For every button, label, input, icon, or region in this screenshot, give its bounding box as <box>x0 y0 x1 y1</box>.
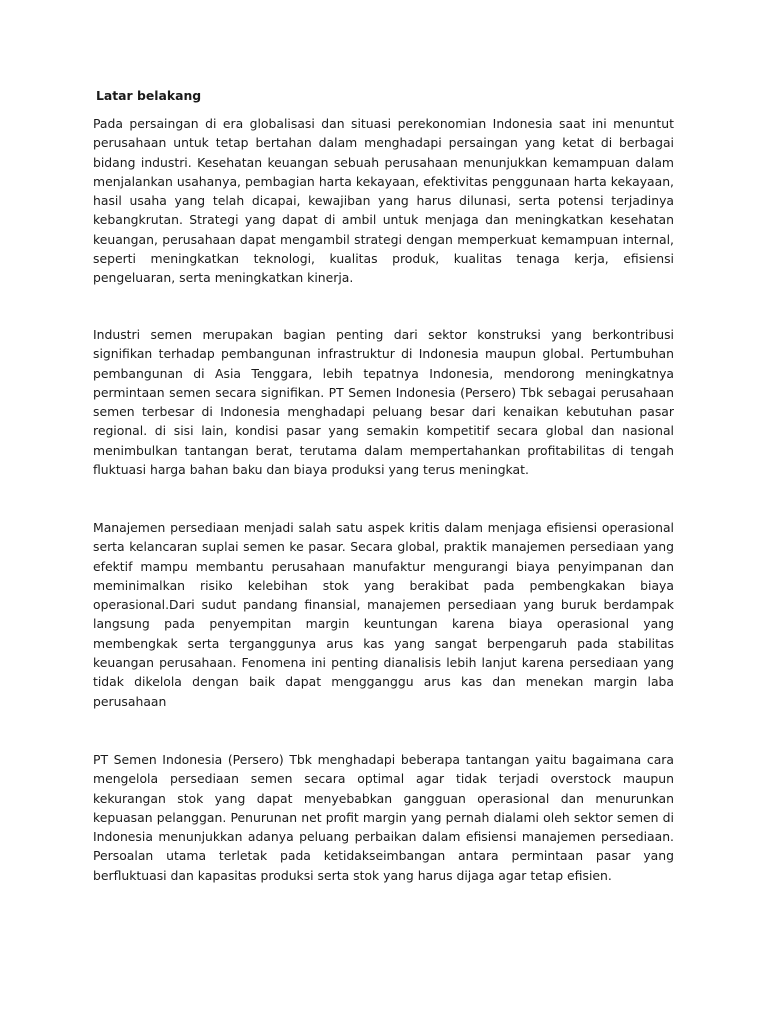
paragraph-3: Manajemen persediaan menjadi salah satu aspek kritis dalam menjaga efisiensi operasional serta kelancaran suplai semen ke pasar. Secara global, praktik manajemen persediaan yang efektif mampu membantu perusahaan manufaktur mengurangi biaya penyimpanan dan meminimalkan risiko kelebihan stok yang berakibat pada pembengkakan biaya operasional.Dari sudut pandang finansial, manajemen persediaan yang buruk berdampak langsung pada penyempitan margin keuntungan karena biaya operasional yang membengkak serta terganggunya arus kas yang sangat berpengaruh pada stabilitas keuangan perusahaan. Fenomena ini penting dianalisis lebih lanjut karena persediaan yang tidak dikelola dengan baik dapat mengganggu arus kas dan menekan margin laba perusahaan <box>93 520 674 709</box>
paragraph-1: Pada persaingan di era globalisasi dan situasi perekonomian Indonesia saat ini menuntut perusahaan untuk tetap bertahan dalam menghadapi persaingan yang ketat di berbagai bidang industri. Kesehatan keuangan sebuah perusahaan menunjukkan kemampuan dalam menjalankan usahanya, pembagian harta kekayaan, efektivitas penggunaan harta kekayaan, hasil usaha yang telah dicapai, kewajiban yang harus dilunasi, serta potensi terjadinya kebangkrutan. Strategi yang dapat di ambil untuk menjaga dan meningkatkan kesehatan keuangan, perusahaan dapat mengambil strategi dengan memperkuat kemampuan internal, seperti meningkatkan teknologi, kualitas produk, kualitas tenaga kerja, efisiensi pengeluaran, serta meningkatkan kinerja. <box>93 116 674 286</box>
paragraph-4: PT Semen Indonesia (Persero) Tbk menghadapi beberapa tantangan yaitu bagaimana cara mengelola persediaan semen secara optimal agar tidak terjadi overstock maupun kekurangan stok yang dapat menyebabkan gangguan operasional dan menurunkan kepuasan pelanggan. Penurunan net profit margin yang pernah dialami oleh sektor semen di Indonesia menunjukkan adanya peluang perbaikan dalam efisiensi manajemen persediaan. Persoalan utama terletak pada ketidakseimbangan antara permintaan pasar yang berfluktuasi dan kapasitas produksi serta stok yang harus dijaga agar tetap efisien. <box>93 752 674 883</box>
section-heading: Latar belakang <box>96 88 202 103</box>
paragraph-2: Industri semen merupakan bagian penting dari sektor konstruksi yang berkontribusi signifikan terhadap pembangunan infrastruktur di Indonesia maupun global. Pertumbuhan pembangunan di Asia Tenggara, lebih tepatnya Indonesia, mendorong meningkatnya permintaan semen secara signifikan. PT Semen Indonesia (Persero) Tbk sebagai perusahaan semen terbesar di Indonesia menghadapi peluang besar dari kenaikan kebutuhan pasar regional. di sisi lain, kondisi pasar yang semakin kompetitif secara global dan nasional menimbulkan tantangan berat, terutama dalam mempertahankan profitabilitas di tengah fluktuasi harga bahan baku dan biaya produksi yang terus meningkat. <box>93 327 674 478</box>
